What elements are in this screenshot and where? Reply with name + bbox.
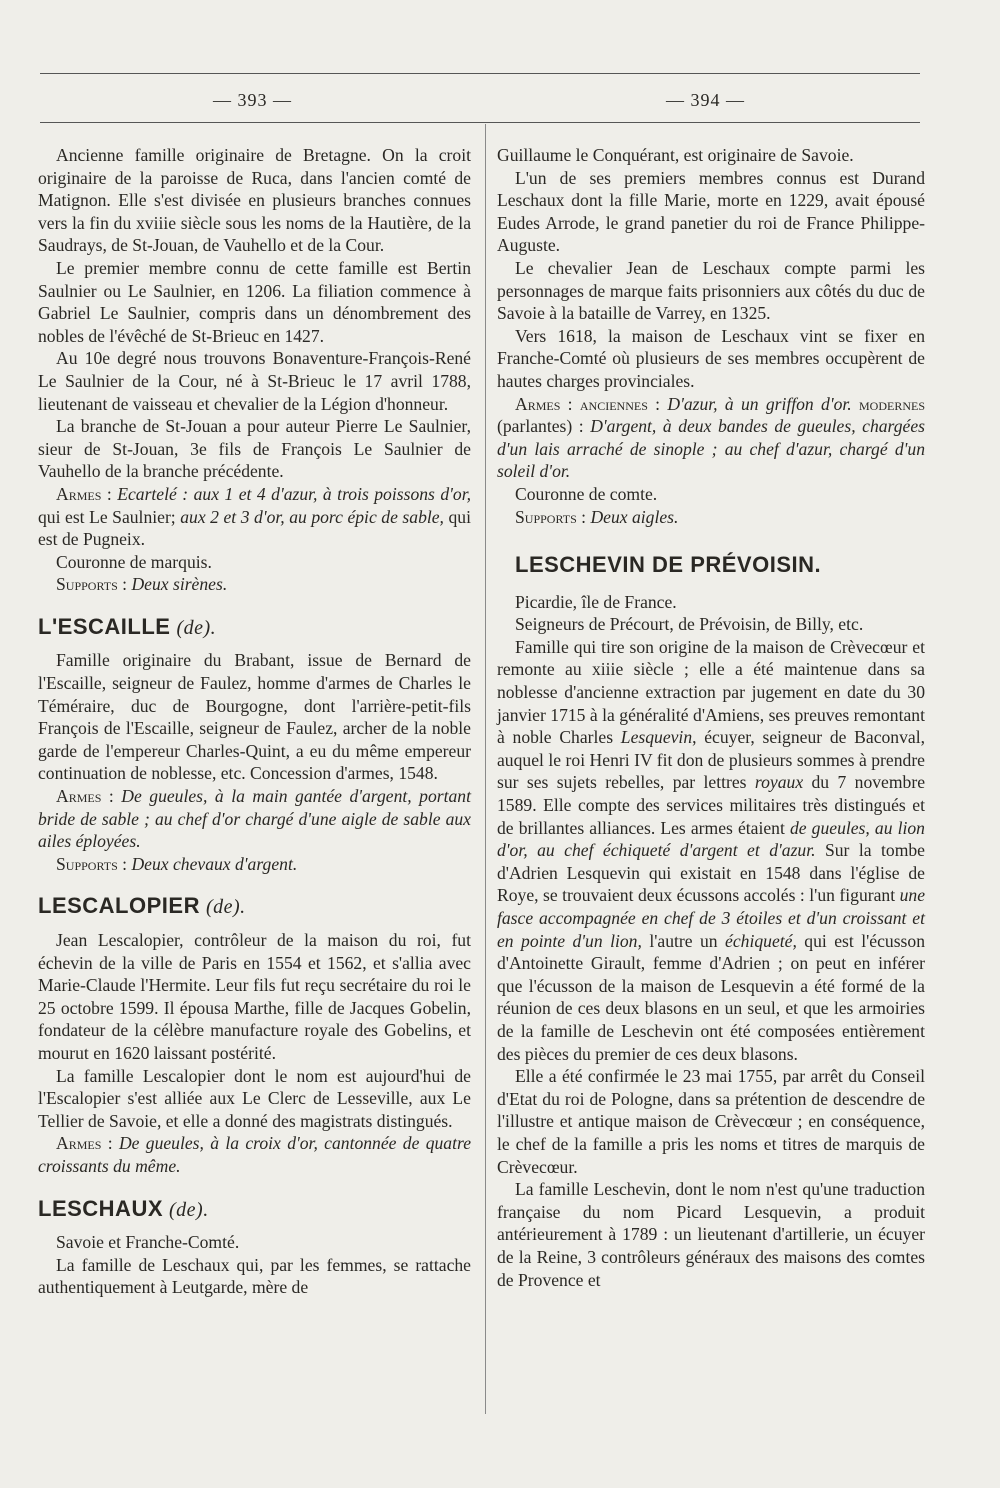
armes-label: Armes : xyxy=(515,393,573,414)
heading-leschevin: LESCHEVIN DE PRÉVOISIN. xyxy=(515,552,822,578)
particle: (de). xyxy=(205,896,246,919)
text-run-italic: une fasce accompagnée en chef de 3 étoiles et d'un croissant et en pointe d'un lion, xyxy=(497,885,925,951)
supports xyxy=(38,853,471,876)
armes-anciennes-label: anciennes : xyxy=(579,393,661,414)
paragraph: La branche de St-Jouan a pour auteur Pierre Le Saulnier, sieur de St-Jouan, 3e fils de François Le Saulnier de Vauhello de la branche précédente. xyxy=(38,416,471,482)
paragraph: La famille Leschevin, dont le nom n'est qu'une traduction française du nom Picard Lesquevin, a produit antérieurement à 1789 : un lieutenant d'artillerie, un écuyer de la Reine, 3 contrôleurs généraux des maisons des comtes de Provence et xyxy=(497,1179,925,1290)
blazon-note: (parlantes) : xyxy=(497,416,591,437)
supports xyxy=(38,573,471,596)
supports-label: Supports : xyxy=(515,506,587,527)
supports-text: Deux aigles. xyxy=(590,506,679,527)
top-rule xyxy=(40,73,920,74)
paragraph: Le chevalier Jean de Leschaux compte parmi les personnages de marque faits prisonniers aux côtés du duc de Savoie à la bataille de Varrey, en 1325. xyxy=(497,257,925,324)
blazon-note: qui est Le Saulnier; xyxy=(38,506,181,527)
blazon-text: De gueules, à la croix d'or, cantonnée de quatre croissants du même. xyxy=(38,1133,471,1176)
column-divider xyxy=(485,124,486,1414)
page-number-right: — 394 — xyxy=(666,90,745,110)
armes-label: Armes : xyxy=(56,786,114,807)
text-run: qui est l'écusson d'Antoinette Girault, femme d'Adrien ; on peut en inférer que l'écusson de la maison de Lesquevin a été formé de la réunion de ces deux blasons en un seul, et que les armoiries de la famille de Leschevin ont été composées entièrement des pièces du premier de ces deux blasons. xyxy=(497,930,926,1064)
paragraph: Jean Lescalopier, contrôleur de la maison du roi, fut échevin de la ville de Paris en 1554 et 1562, et s'allia avec Marie-Claude l'Hermite. Leur fils fut reçu secrétaire du roi le 25 octobre 1599. Il épousa Marthe, fille de Jacques Gobelin, fondateur de la célèbre manufacture royale des Gobelins, et mourut en 1620 laissant postérité. xyxy=(38,930,471,1063)
text-run: l'autre un xyxy=(641,930,726,951)
text-run-italic: échiqueté, xyxy=(725,930,797,951)
couronne: Couronne de marquis. xyxy=(56,551,212,572)
family-name: L'ESCAILLE xyxy=(38,613,171,639)
paragraph: Savoie et Franche-Comté. xyxy=(56,1232,240,1253)
text-run: Famille qui tire son origine de la maison de Crèvecœur et remonte au xiiie siècle ; elle a été maintenue dans sa noblesse d'ancienne extraction par jugement en date du 30 janvier 1715 à la généralité d'Amiens, ses preuves remontant à noble Charles xyxy=(497,636,925,748)
paragraph-leschevin-origin xyxy=(497,636,925,1065)
blazon-text: Ecartelé : aux 1 et 4 d'azur, à trois poissons d'or, xyxy=(117,483,471,504)
paragraph: Le premier membre connu de cette famille est Bertin Saulnier ou Le Saulnier, en 1206. La filiation commence à Gabriel Le Saulnier, compris dans un dénombrement des nobles de l'évêché de St-Brieuc en 1427. xyxy=(38,257,471,346)
armes-label: Armes : xyxy=(56,1133,113,1154)
blazon-text: aux 2 et 3 d'or, au porc épic de sable, xyxy=(180,506,444,527)
page-number-left: — 393 — xyxy=(213,90,292,110)
paragraph: Guillaume le Conquérant, est originaire de Savoie. xyxy=(497,145,854,165)
armes-modernes-label: modernes xyxy=(858,393,925,414)
text-run: du 7 novembre 1589. Elle compte des services militaires très distingués et de brillantes alliances. Les armes étaient xyxy=(497,772,926,838)
armes-escaille xyxy=(38,785,471,853)
blazon-text: D'argent, à deux bandes de gueules, chargées d'un lais arraché de sinople ; au chef d'azur, chargé d'un soleil d'or. xyxy=(497,416,926,482)
text-run-italic: royaux xyxy=(754,772,804,793)
text-run: , écuyer, seigneur de Baconval, auquel le roi Henri IV fit don de plusieurs sommes à prendre sur ses sujets rebelles, par lettres xyxy=(497,727,925,793)
armes-lescalopier xyxy=(38,1132,471,1177)
paragraph: Elle a été confirmée le 23 mai 1755, par arrêt du Conseil d'Etat du roi de Pologne, dans sa prétention de descendre de l'illustre et antique maison de Crèvecœur ; en conséquence, le chef de la famille a pris les noms et titres de marquis de Crèvecœur. xyxy=(497,1066,925,1177)
paragraph: La famille Lescalopier dont le nom est aujourd'hui de l'Escalopier s'est alliée aux Le Clerc de Lesseville, aux Le Tellier de Savoie, et elle a donné des magistrats distingués. xyxy=(38,1065,471,1131)
header-rule xyxy=(40,122,920,123)
blazon-text: D'azur, à un griffon d'or. xyxy=(667,393,852,414)
particle: (de). xyxy=(176,616,217,639)
armes-leschaux xyxy=(497,393,925,483)
armes-saulnier xyxy=(38,483,471,551)
text-run-italic: Lesquevin xyxy=(620,727,693,748)
supports-label: Supports : xyxy=(56,853,128,874)
particle: (de). xyxy=(169,1198,209,1221)
paragraph: La famille de Leschaux qui, par les femmes, se rattache authentiquement à Leutgarde, mère de xyxy=(38,1254,471,1298)
left-column xyxy=(38,144,471,1299)
supports-text: Deux chevaux d'argent. xyxy=(131,853,298,874)
paragraph: Au 10e degré nous trouvons Bonaventure-François-René Le Saulnier de la Cour, né à St-Brieuc le 17 avril 1788, lieutenant de vaisseau et chevalier de la Légion d'honneur. xyxy=(38,348,471,414)
supports-label: Supports : xyxy=(56,574,128,595)
heading-escaille xyxy=(38,613,471,640)
paragraph: Picardie, île de France. xyxy=(515,591,677,612)
right-column xyxy=(497,144,925,1291)
heading-leschaux xyxy=(38,1195,471,1222)
blazon-note: qui est de Pugneix. xyxy=(38,506,471,550)
paragraph: Seigneurs de Précourt, de Prévoisin, de Billy, etc. xyxy=(515,614,864,635)
paragraph: L'un de ses premiers membres connus est Durand Leschaux dont la fille Marie, morte en 1229, avait épousé Eudes Arrode, le grand panetier du roi de France Philippe-Auguste. xyxy=(497,167,925,256)
heading-lescalopier xyxy=(38,895,471,919)
blazon-text: De gueules, à la main gantée d'argent, portant bride de sable ; au chef d'or chargé d'une aigle de sable aux ailes éployées. xyxy=(38,786,471,852)
paragraph: Vers 1618, la maison de Leschaux vint se fixer en Franche-Comté où plusieurs de ses membres occupèrent de hautes charges provinciales. xyxy=(497,325,925,391)
supports xyxy=(497,506,925,529)
family-name: LESCHAUX xyxy=(38,1195,164,1221)
family-name: LESCALOPIER xyxy=(38,893,200,919)
paragraph: Famille originaire du Brabant, issue de Bernard de l'Escaille, seigneur de Faulez, homme d'armes de Charles le Téméraire, duc de Bourgogne, dont l'arrière-petit-fils François de l'Escaille, seigneur de Faulez, archer de la noble garde de l'empereur Charles-Quint, a eu du même empereur continuation de noblesse, etc. Concession d'armes, 1548. xyxy=(38,650,471,784)
text-run-italic: de gueules, au lion d'or, au chef échiqueté d'argent et d'azur. xyxy=(497,817,925,861)
couronne: Couronne de comte. xyxy=(515,483,658,504)
paragraph: Ancienne famille originaire de Bretagne. On la croit originaire de la paroisse de Ruca, dans l'ancien comté de Matignon. Elle s'est divisée en plusieurs branches connues vers la fin du xviiie siècle sous les noms de la Hautière, de la Saudrays, de St-Jouan, de Vauhello et de la Cour. xyxy=(38,145,471,256)
armes-label: Armes : xyxy=(56,483,112,504)
text-run: Sur la tombe d'Adrien Lesquevin qui existait en 1548 dans l'église de Roye, se trouvaient deux écussons accolés : l'un figurant xyxy=(497,840,925,906)
supports-text: Deux sirènes. xyxy=(131,574,228,595)
